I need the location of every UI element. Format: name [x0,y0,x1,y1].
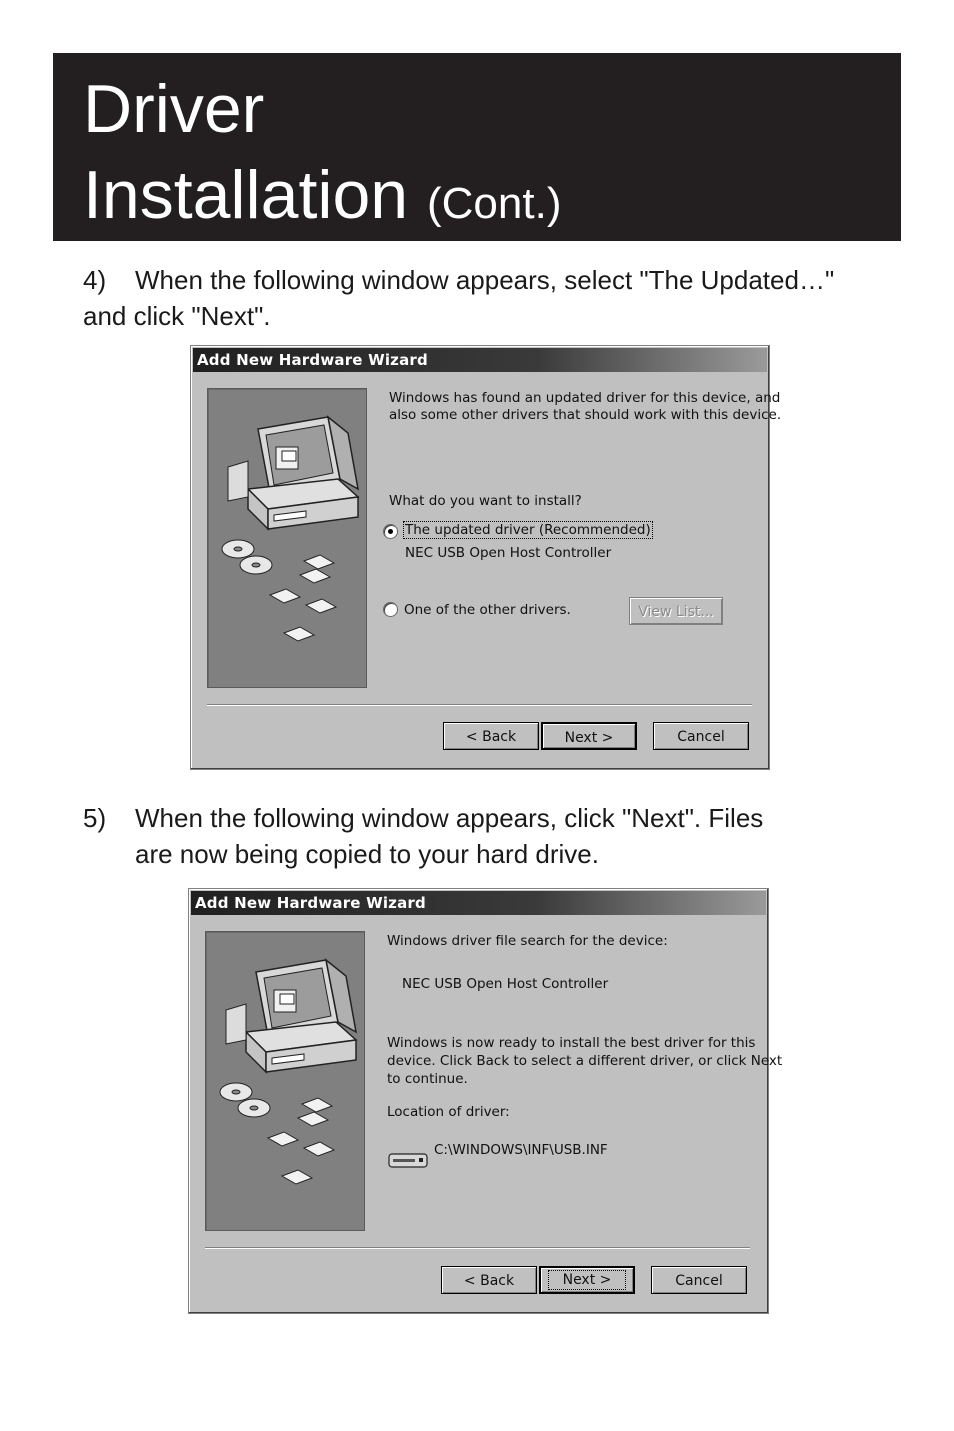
step-5-instruction [83,800,883,872]
ready-text-line2: device. Click Back to select a different driver, or click Next [387,1053,783,1069]
step-4-instruction [83,262,863,334]
view-list-button[interactable]: View List... [629,597,723,625]
wizard-side-image [207,388,367,688]
wizard-window-select-driver [190,345,782,770]
location-label: Location of driver: [387,1104,510,1120]
computer-icon [208,389,366,687]
button-separator [205,1247,750,1249]
radio-updated-driver[interactable] [383,524,398,539]
page-title-installation: Installation [83,157,409,233]
page-title-line2 [83,157,562,238]
search-label: Windows driver file search for the device: [387,933,668,949]
next-button[interactable] [539,1266,635,1294]
option-other-drivers-label[interactable]: One of the other drivers. [404,602,571,618]
intro-text-line2: also some other drivers that should work with this device. [389,407,782,423]
page-title-suffix: (Cont.) [427,179,562,228]
step-5-number: 5) [83,803,107,833]
computer-icon [206,932,364,1230]
wizard-window-ready-install [188,888,783,1314]
driver-path: C:\WINDOWS\INF\USB.INF [434,1142,608,1158]
back-button[interactable]: < Back [443,722,539,750]
step-4-number: 4) [83,265,107,295]
ready-text-line3: to continue. [387,1071,468,1087]
wizard-title-bar: Add New Hardware Wizard [193,348,767,372]
drive-icon [388,1151,430,1169]
back-button[interactable]: < Back [441,1266,537,1294]
step-5-text-line1: When the following window appears, click "Next". Files [135,803,764,833]
next-button-label: Next > [548,1270,627,1290]
cancel-button[interactable]: Cancel [653,722,749,750]
option-updated-driver-text: The updated driver (Recommended) [405,522,651,538]
next-button[interactable]: Next > [541,722,637,750]
option-updated-driver-label[interactable] [403,522,653,539]
intro-text-line1: Windows has found an updated driver for this device, and [389,390,781,406]
page-header [53,53,901,241]
cancel-button[interactable]: Cancel [651,1266,747,1294]
button-separator [207,704,752,706]
radio-other-drivers[interactable] [383,602,398,617]
install-question: What do you want to install? [389,493,582,509]
page-title-line1: Driver [83,71,265,147]
wizard-title-bar: Add New Hardware Wizard [191,891,766,915]
step-4-text: When the following window appears, select "The Updated…" and click "Next". [83,265,835,331]
device-name: NEC USB Open Host Controller [402,976,609,992]
step-5-text-line2: are now being copied to your hard drive. [135,839,599,869]
wizard-side-image [205,931,365,1231]
option-updated-driver-device: NEC USB Open Host Controller [405,545,612,561]
ready-text-line1: Windows is now ready to install the best driver for this [387,1035,756,1051]
